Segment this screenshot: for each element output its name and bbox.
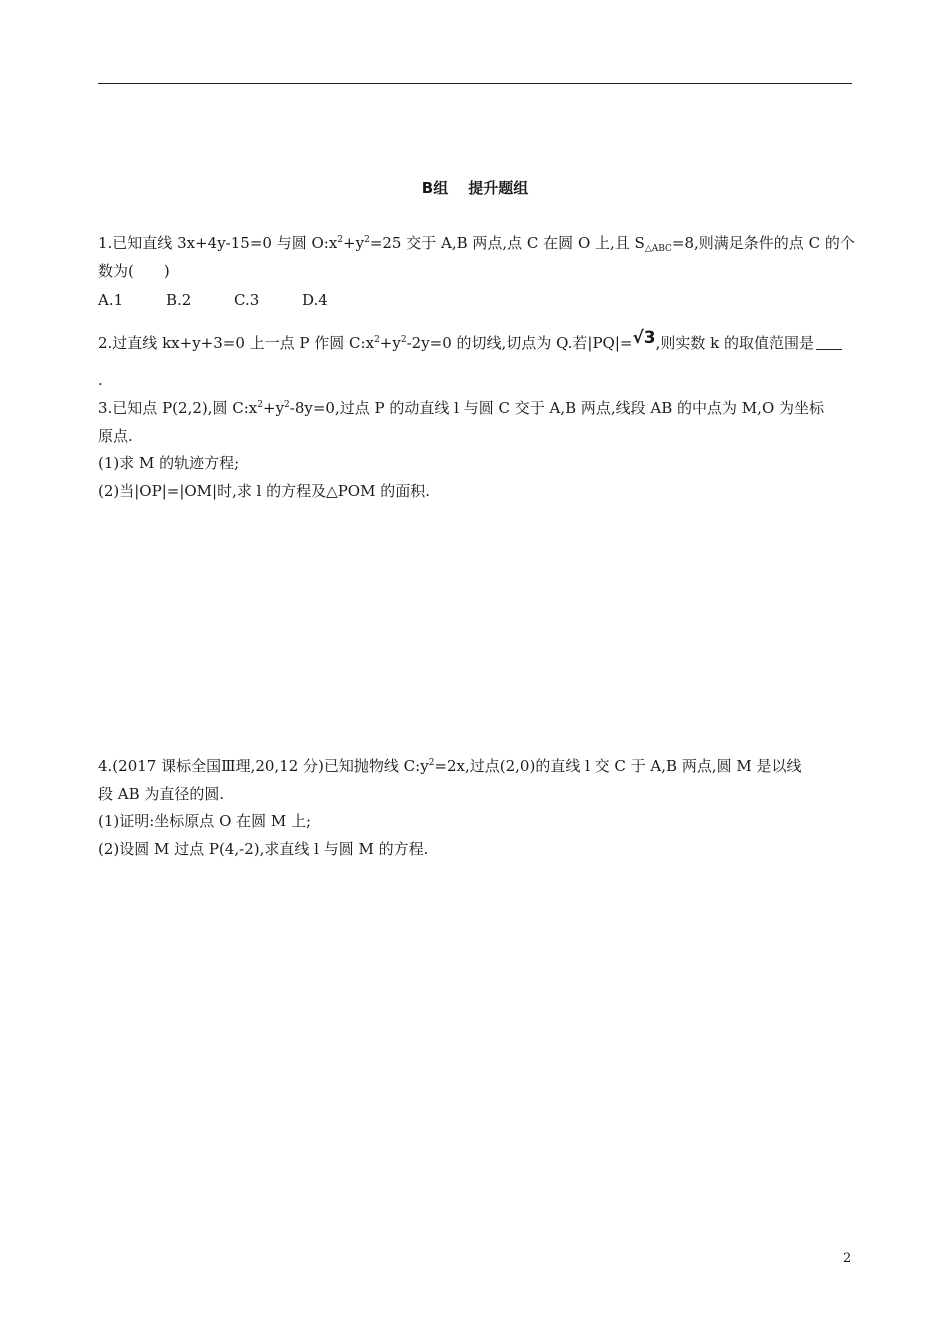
q4-line-2: 段 AB 为直径的圆. [98, 785, 225, 803]
q3-line-2: 原点. [98, 427, 133, 445]
q1-text-b: +y [343, 234, 365, 252]
q3-text-a: 3.已知点 P(2,2),圆 C:x [98, 399, 258, 417]
section-group: B组 [421, 179, 449, 197]
q3-exp-a: 2 [257, 400, 263, 410]
section-title [0, 177, 950, 198]
q2-text-a: 2.过直线 kx+y+3=0 上一点 P 作圆 C:x [98, 334, 375, 352]
q4-text-a: 4.(2017 课标全国Ⅲ理,20,12 分)已知抛物线 C:y [98, 757, 429, 775]
q2-text-d: ,则实数 k 的取值范围是 [655, 334, 815, 352]
q2-text-c: -2y=0 的切线,切点为 Q.若|PQ|= [406, 334, 633, 352]
q1-choice-c: C.3 [234, 291, 260, 309]
answer-blank [816, 335, 842, 350]
q1-text-d: =8,则满足条件的点 C 的个 [671, 234, 855, 252]
q1-choices [98, 290, 370, 310]
q3-part-1: (1)求 M 的轨迹方程; [98, 454, 240, 472]
q2-exp-a: 2 [374, 335, 380, 345]
q3-text-c: -8y=0,过点 P 的动直线 l 与圆 C 交于 A,B 两点,线段 AB 的中点为 M,O 为坐标 [289, 399, 825, 417]
header-rule [98, 83, 852, 84]
q2-line-2: . [98, 371, 103, 389]
q4-line-1 [98, 756, 802, 776]
q3-exp-b: 2 [284, 400, 290, 410]
q3-text-b: +y [263, 399, 285, 417]
q1-line-2: 数为( ) [98, 262, 170, 280]
q1-exp-a: 2 [337, 235, 344, 245]
q2-line-1 [98, 328, 842, 353]
q4-part-1: (1)证明:坐标原点 O 在圆 M 上; [98, 812, 312, 830]
q4-part-2: (2)设圆 M 过点 P(4,-2),求直线 l 与圆 M 的方程. [98, 840, 429, 858]
q1-text-c: =25 交于 A,B 两点,点 C 在圆 O 上,且 S [369, 234, 645, 252]
q1-exp-b: 2 [364, 235, 370, 245]
q1-choice-a: A.1 [98, 291, 124, 309]
q2-text-b: +y [379, 334, 401, 352]
q1-choice-d: D.4 [302, 291, 328, 309]
q4-text-b: =2x,过点(2,0)的直线 l 交 C 于 A,B 两点,圆 M 是以线 [434, 757, 802, 775]
q1-choice-b: B.2 [166, 291, 192, 309]
sqrt3-symbol: √3 [632, 328, 656, 348]
q3-part-2: (2)当|OP|=|OM|时,求 l 的方程及△POM 的面积. [98, 482, 431, 500]
q4-exp: 2 [428, 758, 435, 768]
section-name: 提升题组 [468, 179, 529, 197]
q2-exp-b: 2 [400, 335, 407, 345]
q3-line-1 [98, 398, 824, 418]
page-number: 2 [843, 1251, 852, 1266]
q1-line-1 [98, 233, 855, 253]
q1-text-a: 1.已知直线 3x+4y-15=0 与圆 O:x [98, 234, 338, 252]
q1-sub-abc: △ABC [644, 244, 672, 254]
